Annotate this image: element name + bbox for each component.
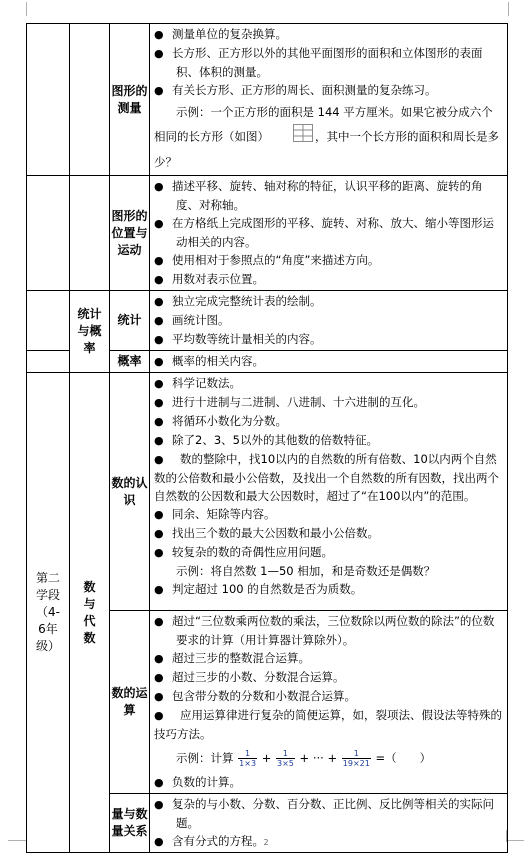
section-content-probability — [150, 351, 508, 373]
list-item: ● 复杂的与小数、分数、百分数、正比例、反比例等相关的实际问题。 — [154, 797, 494, 830]
empty-stage-cell — [27, 176, 70, 291]
list-item: ● 超过三步的小数、分数混合运算。 — [154, 668, 503, 687]
example-text: 示例：一个正方形的面积是 144 平方厘米。如果它被分成六个相同的长方形（如图） ，其中一个长方形的面积和周长是多少？ — [154, 105, 499, 169]
crop-mark — [508, 2, 517, 16]
list-item: ● 描述平移、旋转、轴对称的特征，认识平移的距离、旋转的角度、对称轴。 — [154, 179, 483, 212]
bullet-icon: ● — [154, 84, 164, 97]
list-item: ● 有关长方形、正方形的周长、面积测量的复杂练习。 — [154, 81, 503, 100]
stage-label: 第二学段（4-6年级） — [27, 373, 70, 853]
section-content-position — [150, 176, 508, 291]
list-item: ● 将循环小数化为分数。 — [154, 412, 503, 431]
list-item: ● 测量单位的复杂换算。 — [154, 25, 503, 44]
bullet-icon: ● — [154, 671, 164, 684]
table-row — [27, 176, 508, 291]
example-text: 示例：将自然数 1—50 相加，和是奇数还是偶数？ — [176, 564, 436, 578]
list-item: ● 负数的计算。 — [154, 773, 503, 792]
bullet-icon: ● — [154, 546, 164, 559]
list-item: ● 找出三个数的最大公因数和最小公倍数。 — [154, 524, 503, 543]
formula-example: 示例：计算 $\frac{1}{1\times 3}$ + $\frac{1}{3\times 5}$ + ··· + $\frac{1}{19\times 21}$ =（ ） — [176, 749, 432, 768]
list-item: ● 同余、矩除等内容。 — [154, 505, 503, 524]
section-content-numbers — [150, 373, 508, 611]
section-title-measure: 图形的测量 — [110, 24, 150, 176]
list-item: ● 平均数等统计量相关的内容。 — [154, 330, 503, 349]
empty-stage-cell — [27, 291, 70, 351]
category-numalg: 数与代数 — [70, 373, 110, 853]
list-item: ● 概率的相关内容。 — [154, 352, 503, 371]
fraction: $\frac{1}{1\times 3}$ — [239, 749, 257, 768]
list-item: ● 在方格纸上完成图形的平移、旋转、对称、放大、缩小等图形运动相关的内容。 — [154, 216, 494, 249]
bullet-icon: ● — [154, 314, 164, 327]
bullet-icon: ● — [154, 180, 164, 193]
bullet-icon: ● — [154, 28, 164, 41]
bullet-icon: ● — [154, 295, 164, 308]
empty-category-cell — [70, 24, 110, 176]
list-item: ● 独立完成完整统计表的绘制。 — [154, 292, 503, 311]
list-item: ● 含有分式的方程。 — [154, 832, 503, 851]
list-item: ● 用数对表示位置。 — [154, 270, 503, 289]
bullet-icon: ● — [154, 527, 164, 540]
bullet-icon: ● — [154, 254, 164, 267]
list-item: ● 包含带分数的分数和小数混合运算。 — [154, 687, 503, 706]
fraction: $\frac{1}{19\times 21}$ — [342, 749, 370, 768]
bullet-icon: ● — [154, 508, 164, 521]
category-stats: 统计与概率 — [70, 291, 110, 373]
section-content-statistics — [150, 291, 508, 351]
empty-stage-cell — [27, 351, 70, 373]
list-item: ● 画统计图。 — [154, 311, 503, 330]
list-item: ● 进行十进制与二进制、八进制、十六进制的互化。 — [154, 393, 503, 412]
section-content-measure — [150, 24, 508, 176]
section-title-statistics: 统计 — [110, 291, 150, 351]
section-title-quantity: 量与数量关系 — [110, 794, 150, 853]
bullet-icon: ● — [154, 652, 164, 665]
list-item: ● 使用相对于参照点的“角度”来描述方向。 — [154, 251, 503, 270]
list-item: ● 长方形、正方形以外的其他平面图形的面积和立体图形的表面积、体积的测量。 — [154, 46, 483, 79]
bullet-icon: ● — [154, 690, 164, 703]
section-title-numbers: 数的认识 — [110, 373, 150, 611]
empty-category-cell — [70, 176, 110, 291]
list-item: ● 应用运算律进行复杂的简便运算，如，裂项法、假设法等特殊的技巧方法。 — [154, 708, 502, 741]
table-row — [27, 373, 508, 611]
bullet-icon: ● — [154, 835, 164, 848]
curriculum-table — [26, 23, 508, 853]
bullet-icon: ● — [154, 415, 164, 428]
bullet-icon: ● — [154, 583, 164, 596]
section-title-operations: 数的运算 — [110, 611, 150, 794]
list-item: ● 较复杂的数的奇偶性应用问题。 — [154, 543, 503, 562]
section-content-operations — [150, 611, 508, 794]
bullet-icon: ● — [154, 396, 164, 409]
bullet-icon: ● — [154, 453, 164, 466]
bullet-icon: ● — [154, 709, 164, 722]
bullet-icon: ● — [154, 434, 164, 447]
page-number: 2 — [263, 838, 269, 847]
table-row — [27, 24, 508, 176]
section-title-position: 图形的位置与运动 — [110, 176, 150, 291]
list-item: ● 除了2、3、5以外的其他数的倍数特征。 — [154, 431, 503, 450]
bullet-icon: ● — [154, 333, 164, 346]
empty-stage-cell — [27, 24, 70, 176]
list-item: ● 超过三步的整数混合运算。 — [154, 649, 503, 668]
list-item: ● 判定超过 100 的自然数是否为质数。 — [154, 580, 503, 599]
bullet-icon: ● — [154, 776, 164, 789]
table-row — [27, 291, 508, 351]
crop-mark — [16, 2, 27, 16]
bullet-icon: ● — [154, 615, 164, 628]
list-item: ● 超过“三位数乘两位数的乘法，三位数除以两位数的除法”的位数要求的计算（用计算器计算除外）。 — [154, 614, 495, 647]
list-item: ● 科学记数法。 — [154, 374, 503, 393]
bullet-icon: ● — [154, 377, 164, 390]
bullet-icon: ● — [154, 217, 164, 230]
bullet-icon: ● — [154, 47, 164, 60]
list-item: ● 数的整除中，找10以内的自然数的所有倍数、10以内两个自然数的公倍数和最小公倍数，及找出一个自然数的所有因数，找出两个自然数的公因数和最大公因数时，超过了“在100以内”的范围。 — [154, 452, 499, 503]
bullet-icon: ● — [154, 355, 164, 368]
bullet-icon: ● — [154, 798, 164, 811]
section-title-probability: 概率 — [110, 351, 150, 373]
fraction: $\frac{1}{3\times 5}$ — [277, 749, 294, 768]
bullet-icon: ● — [154, 273, 164, 286]
grid-figure-icon — [271, 124, 313, 150]
